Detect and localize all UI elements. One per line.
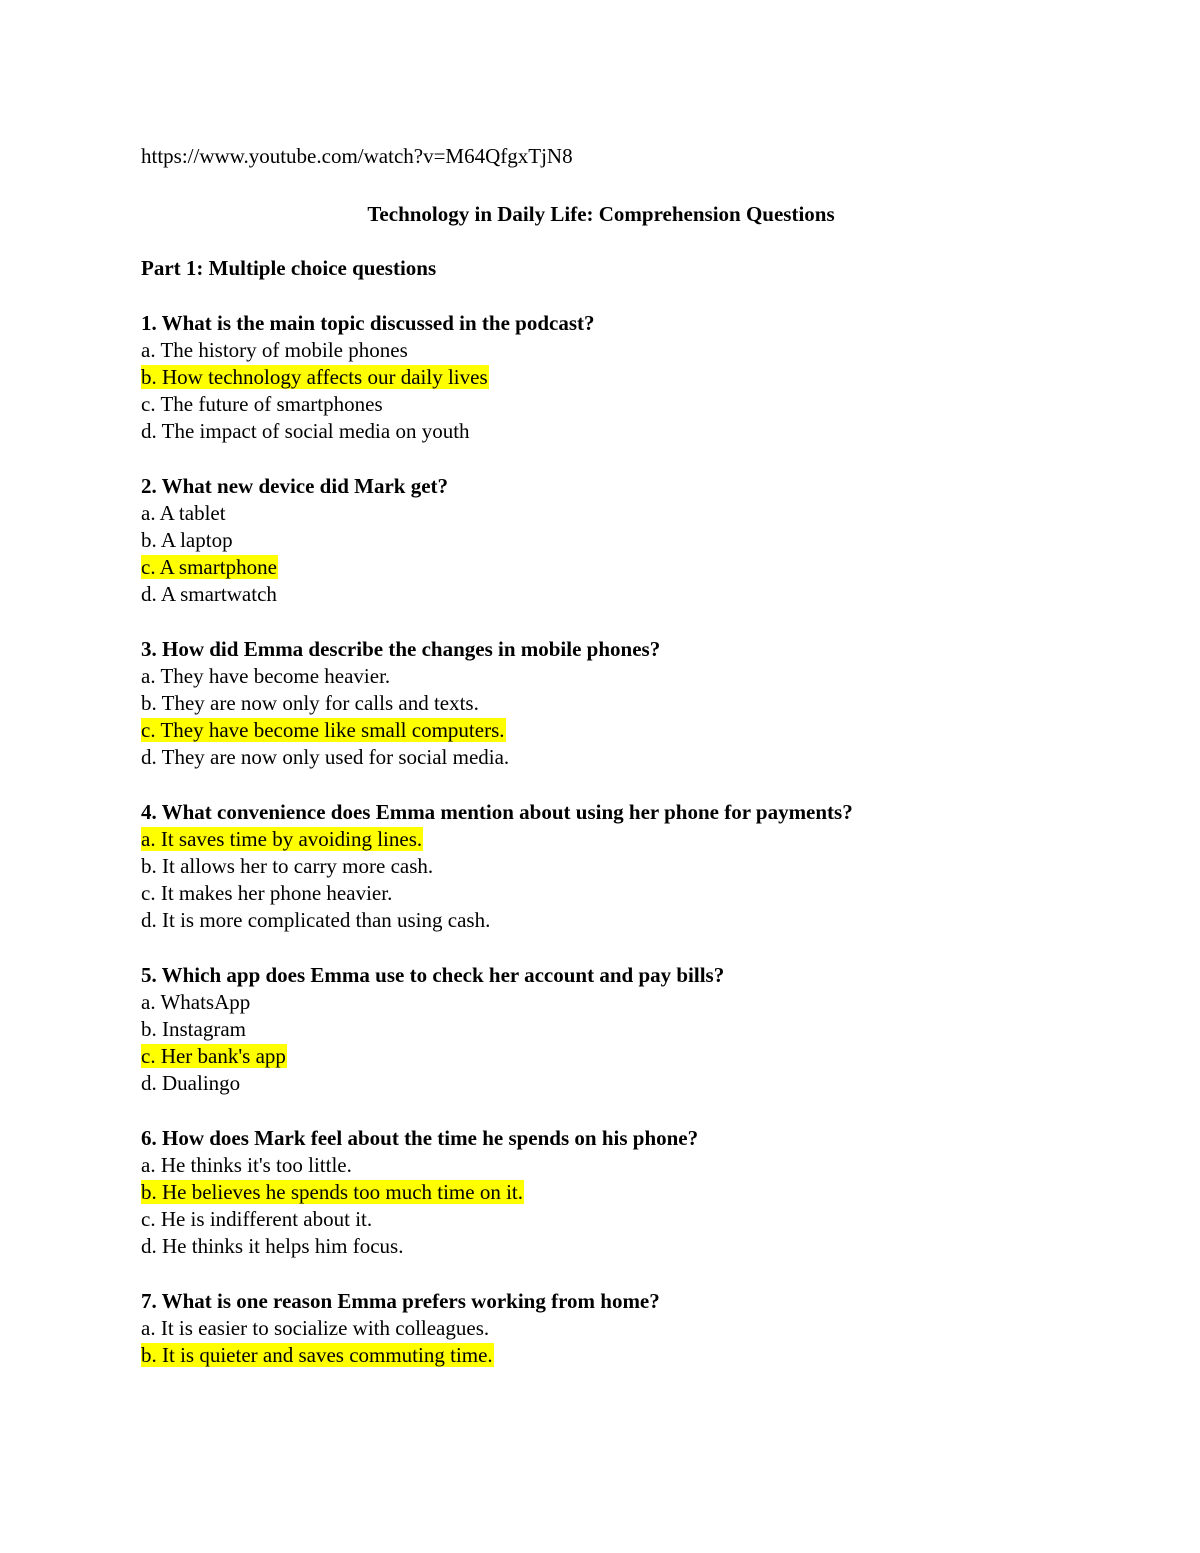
answer-option (141, 1206, 1061, 1233)
answer-option-highlighted (141, 1342, 1061, 1369)
answer-option (141, 1016, 1061, 1043)
answer-option-text: b. They are now only for calls and texts. (141, 691, 479, 715)
answer-option-text: d. The impact of social media on youth (141, 419, 470, 443)
answer-option (141, 744, 1061, 771)
answer-option (141, 853, 1061, 880)
answer-option-text: d. They are now only used for social media. (141, 745, 510, 769)
answer-option-text: b. A laptop (141, 528, 233, 552)
answer-option-text: c. They have become like small computers. (141, 718, 505, 742)
answer-options (141, 1152, 1061, 1260)
answer-option-text: b. How technology affects our daily lives (141, 365, 488, 389)
video-url[interactable]: https://www.youtube.com/watch?v=M64QfgxTjN8 (141, 144, 573, 168)
answer-option (141, 907, 1061, 934)
answer-option (141, 581, 1061, 608)
question-text: 5. Which app does Emma use to check her account and pay bills? (141, 963, 725, 987)
answer-option-text: b. It allows her to carry more cash. (141, 854, 434, 878)
answer-option-text: b. Instagram (141, 1017, 246, 1041)
answer-options (141, 989, 1061, 1097)
question-block (141, 310, 1061, 445)
answer-option-text: d. He thinks it helps him focus. (141, 1234, 404, 1258)
answer-option-text: a. They have become heavier. (141, 664, 391, 688)
question-block (141, 636, 1061, 771)
answer-option (141, 418, 1061, 445)
answer-option (141, 527, 1061, 554)
answer-option-text: a. The history of mobile phones (141, 338, 408, 362)
question-text: 1. What is the main topic discussed in the podcast? (141, 311, 595, 335)
answer-options (141, 500, 1061, 608)
answer-option-text: a. It saves time by avoiding lines. (141, 827, 423, 851)
answer-option-highlighted (141, 364, 1061, 391)
answer-option-text: c. A smartphone (141, 555, 277, 579)
answer-option (141, 1315, 1061, 1342)
answer-option-text: d. Dualingo (141, 1071, 241, 1095)
answer-option-text: c. Her bank's app (141, 1044, 286, 1068)
question-block (141, 799, 1061, 934)
answer-option-text: b. He believes he spends too much time on it. (141, 1180, 524, 1204)
question-block (141, 473, 1061, 608)
answer-option-text: c. He is indifferent about it. (141, 1207, 373, 1231)
question-text: 2. What new device did Mark get? (141, 474, 449, 498)
answer-option-text: d. A smartwatch (141, 582, 277, 606)
answer-option-highlighted (141, 554, 1061, 581)
document-title: Technology in Daily Life: Comprehension Questions (367, 202, 835, 226)
answer-option (141, 1070, 1061, 1097)
answer-option-text: a. WhatsApp (141, 990, 251, 1014)
answer-options (141, 826, 1061, 934)
answer-option-text: a. A tablet (141, 501, 226, 525)
answer-option-text: c. The future of smartphones (141, 392, 383, 416)
answer-option (141, 880, 1061, 907)
answer-option (141, 690, 1061, 717)
answer-option-highlighted (141, 1179, 1061, 1206)
answer-option-highlighted (141, 1043, 1061, 1070)
answer-option (141, 391, 1061, 418)
answer-option (141, 500, 1061, 527)
answer-option-text: a. He thinks it's too little. (141, 1153, 352, 1177)
answer-options (141, 663, 1061, 771)
answer-option (141, 337, 1061, 364)
answer-option-text: c. It makes her phone heavier. (141, 881, 393, 905)
question-text: 7. What is one reason Emma prefers working from home? (141, 1289, 660, 1313)
question-text: 6. How does Mark feel about the time he spends on his phone? (141, 1126, 699, 1150)
answer-option (141, 1233, 1061, 1260)
document-content (141, 143, 1061, 1369)
answer-option (141, 989, 1061, 1016)
answer-options (141, 337, 1061, 445)
answer-options (141, 1315, 1061, 1369)
question-block (141, 1125, 1061, 1260)
question-list (141, 310, 1061, 1369)
question-block (141, 962, 1061, 1097)
question-text: 4. What convenience does Emma mention about using her phone for payments? (141, 800, 853, 824)
answer-option-highlighted (141, 717, 1061, 744)
answer-option (141, 663, 1061, 690)
answer-option-highlighted (141, 826, 1061, 853)
answer-option-text: b. It is quieter and saves commuting time. (141, 1343, 493, 1367)
answer-option-text: d. It is more complicated than using cash. (141, 908, 491, 932)
question-text: 3. How did Emma describe the changes in mobile phones? (141, 637, 661, 661)
answer-option-text: a. It is easier to socialize with colleagues. (141, 1316, 490, 1340)
part-heading: Part 1: Multiple choice questions (141, 256, 437, 280)
question-block (141, 1288, 1061, 1369)
answer-option (141, 1152, 1061, 1179)
